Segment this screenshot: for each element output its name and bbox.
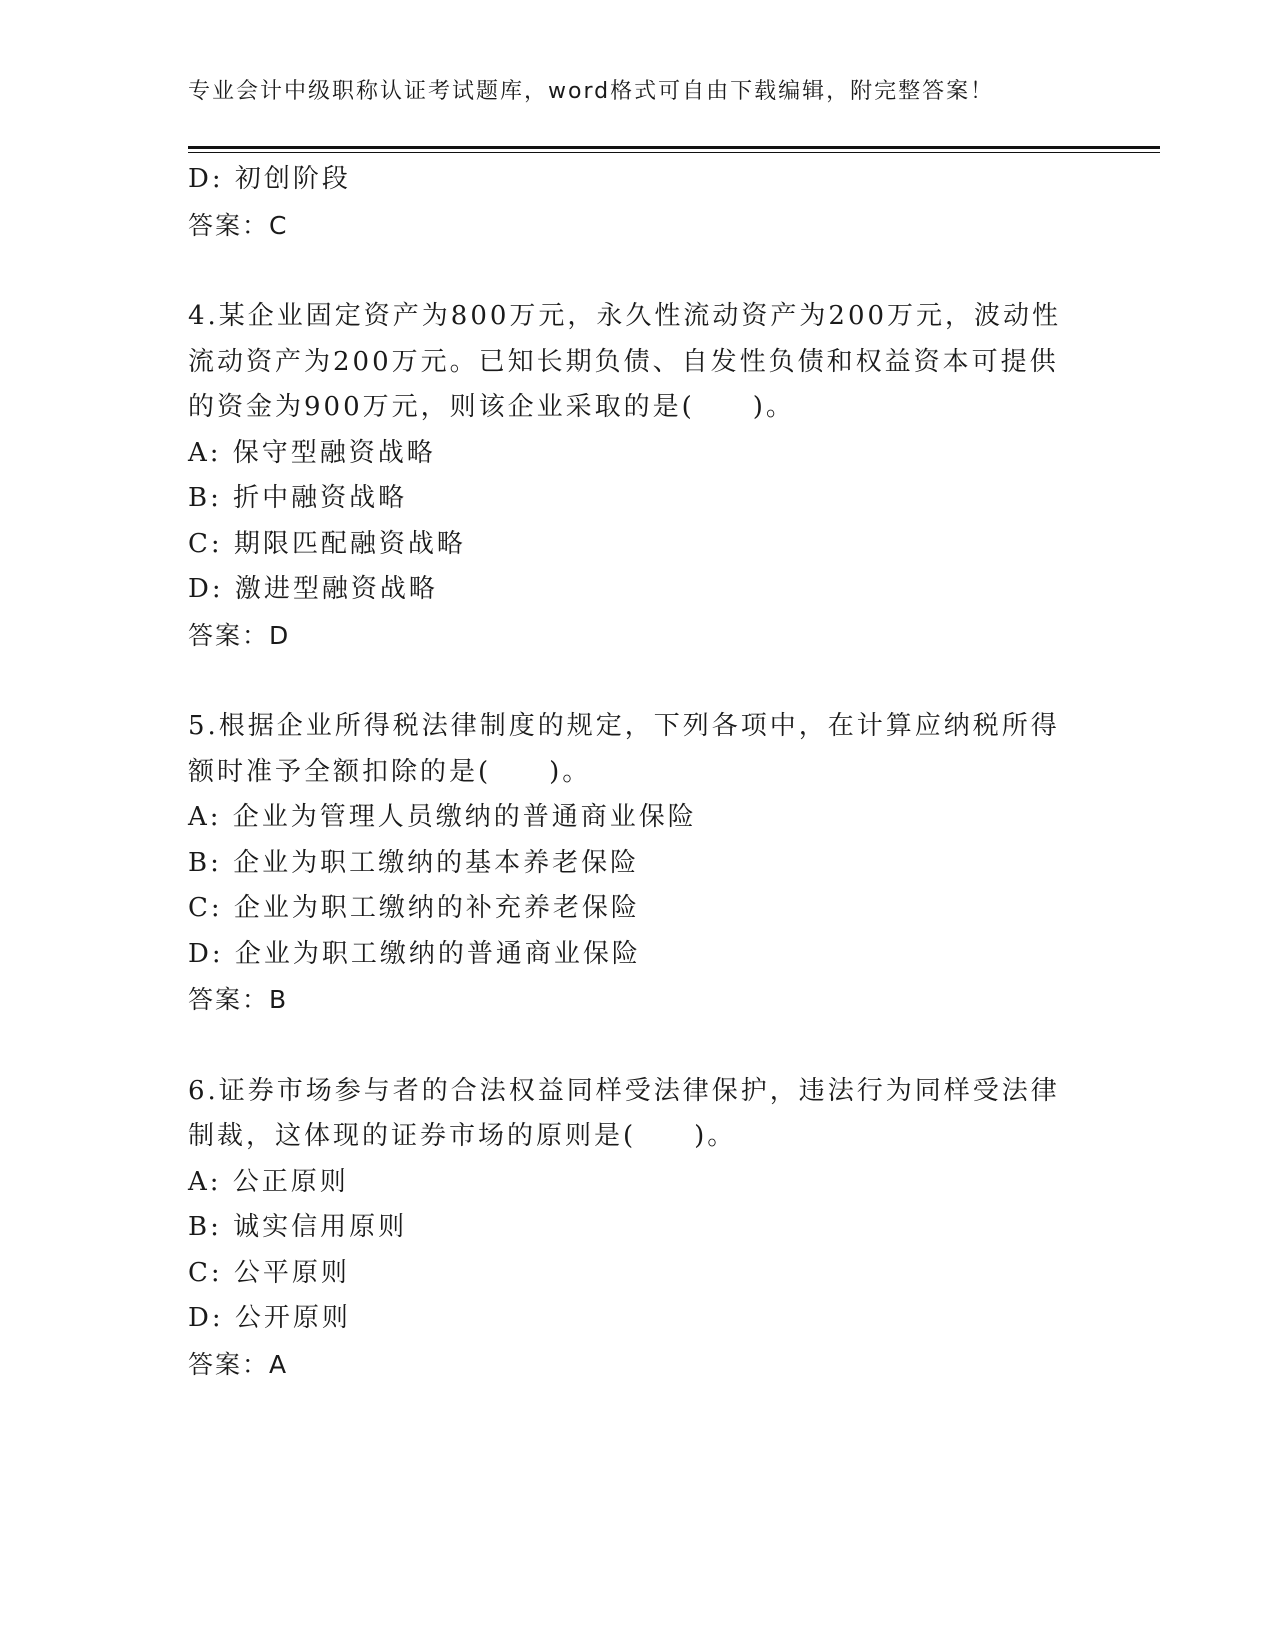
question-5-line-1: 5.根据企业所得税法律制度的规定，下列各项中，在计算应纳税所得 bbox=[188, 711, 1060, 741]
prev-option-d: D: 初创阶段 bbox=[188, 164, 351, 194]
question-4-line-3: 的资金为900万元，则该企业采取的是( )。 bbox=[188, 392, 795, 422]
header-rule-thick bbox=[188, 146, 1160, 149]
question-6-option-b: B: 诚实信用原则 bbox=[188, 1212, 408, 1242]
question-content bbox=[188, 157, 1088, 1387]
question-6-line-2: 制裁，这体现的证券市场的原则是( )。 bbox=[188, 1121, 737, 1151]
question-6 bbox=[188, 1069, 1088, 1388]
question-5 bbox=[188, 704, 1088, 1023]
question-4-option-b: B: 折中融资战略 bbox=[188, 483, 408, 513]
question-4-option-a: A: 保守型融资战略 bbox=[188, 437, 436, 468]
header-rule-thin bbox=[188, 152, 1160, 153]
question-4-option-c: C: 期限匹配融资战略 bbox=[188, 528, 466, 559]
question-5-option-c: C: 企业为职工缴纳的补充养老保险 bbox=[188, 893, 640, 923]
question-4 bbox=[188, 294, 1088, 658]
question-5-line-2: 额时准予全额扣除的是( )。 bbox=[188, 756, 592, 787]
question-5-option-b: B: 企业为职工缴纳的基本养老保险 bbox=[188, 847, 640, 878]
question-4-line-1: 4.某企业固定资产为800万元，永久性流动资产为200万元，波动性 bbox=[188, 301, 1062, 331]
question-6-option-c: C: 公平原则 bbox=[188, 1257, 350, 1288]
question-6-answer: 答案：A bbox=[188, 1349, 289, 1379]
question-4-option-d: D: 激进型融资战略 bbox=[188, 574, 438, 604]
question-5-option-d: D: 企业为职工缴纳的普通商业保险 bbox=[188, 938, 641, 969]
question-4-line-2: 流动资产为200万元。已知长期负债、自发性负债和权益资本可提供 bbox=[188, 346, 1059, 377]
question-6-option-d: D: 公开原则 bbox=[188, 1303, 351, 1333]
question-6-option-a: A: 公正原则 bbox=[188, 1166, 349, 1197]
question-5-answer: 答案：B bbox=[188, 985, 289, 1014]
question-6-line-1: 6.证券市场参与者的合法权益同样受法律保护，违法行为同样受法律 bbox=[188, 1075, 1060, 1106]
question-4-answer: 答案：D bbox=[188, 620, 291, 650]
page-header: 专业会计中级职称认证考试题库，word格式可自由下载编辑，附完整答案！ bbox=[188, 79, 995, 104]
question-5-option-a: A: 企业为管理人员缴纳的普通商业保险 bbox=[188, 802, 697, 832]
prev-answer: 答案：C bbox=[188, 210, 289, 240]
